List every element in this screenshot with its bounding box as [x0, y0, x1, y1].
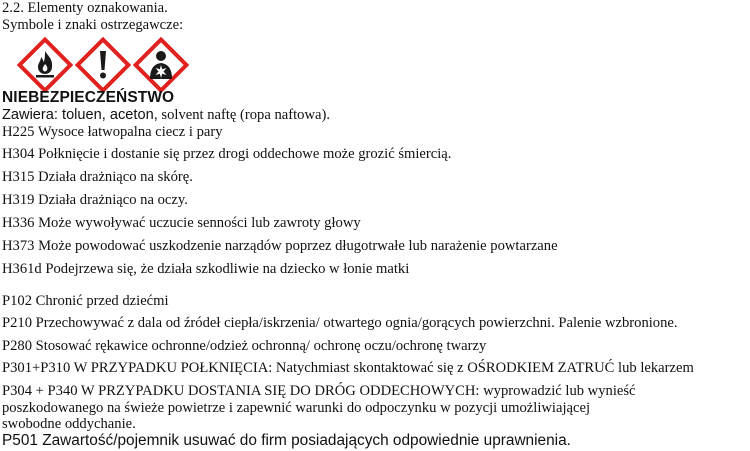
hazard-statement: H373 Może powodować uszkodzenie narządów poprzez długotrwałe lub narażenie powtarzane	[2, 238, 558, 254]
precautionary-statement: P301+P310 W PRZYPADKU POŁKNIĘCIA: Natychmiast skontaktować się z OŚRODKIEM ZATRUĆ lub lekarzem	[2, 360, 694, 376]
precautionary-statement: P102 Chronić przed dziećmi	[2, 293, 169, 309]
health-hazard-icon	[133, 37, 189, 93]
hazard-statement: H361d Podejrzewa się, że działa szkodliwie na dziecko w łonie matki	[2, 261, 410, 277]
p304-statement-line: poszkodowanego na świeże powietrze i zapewnić warunki do odpoczynku w pozycji umożliwiającej	[2, 400, 591, 416]
hazard-statement: H304 Połknięcie i dostanie się przez drogi oddechowe może grozić śmiercią.	[2, 146, 452, 162]
hazard-statement: H336 Może wywoływać uczucie senności lub zawroty głowy	[2, 215, 361, 231]
contains-rest: solvent naftę (ropa naftowa).	[157, 107, 330, 123]
signal-word: NIEBEZPIECZEŃSTWO	[2, 89, 175, 106]
flame-icon	[17, 37, 73, 93]
hazard-statement: H225 Wysoce łatwopalna ciecz i pary	[2, 124, 223, 140]
p501-statement: P501 Zawartość/pojemnik usuwać do firm posiadających odpowiednie uprawnienia.	[2, 432, 571, 449]
p304-statement-line: P304 + P340 W PRZYPADKU DOSTANIA SIĘ DO DRÓG ODDECHOWYCH: wyprowadzić lub wynieść	[2, 383, 636, 399]
p304-statement-line: swobodne oddychanie.	[2, 416, 136, 432]
hazard-statement: H319 Działa drażniąco na oczy.	[2, 192, 188, 208]
contains-prefix: Zawiera: toluen, aceton,	[2, 107, 158, 123]
section-heading: 2.2. Elementy oznakowania.	[2, 0, 168, 16]
hazard-statement: H315 Działa drażniąco na skórę.	[2, 169, 193, 185]
section-subheading: Symbole i znaki ostrzegawcze:	[2, 17, 184, 33]
exclamation-mark-icon	[75, 37, 131, 93]
precautionary-statement: P210 Przechowywać z dala od źródeł ciepła/iskrzenia/ otwartego ognia/gorących powierzchni. Palenie wzbronione.	[2, 315, 678, 331]
precautionary-statement: P280 Stosować rękawice ochronne/odzież ochronną/ ochronę oczu/ochronę twarzy	[2, 338, 487, 354]
contains-line	[2, 107, 330, 124]
